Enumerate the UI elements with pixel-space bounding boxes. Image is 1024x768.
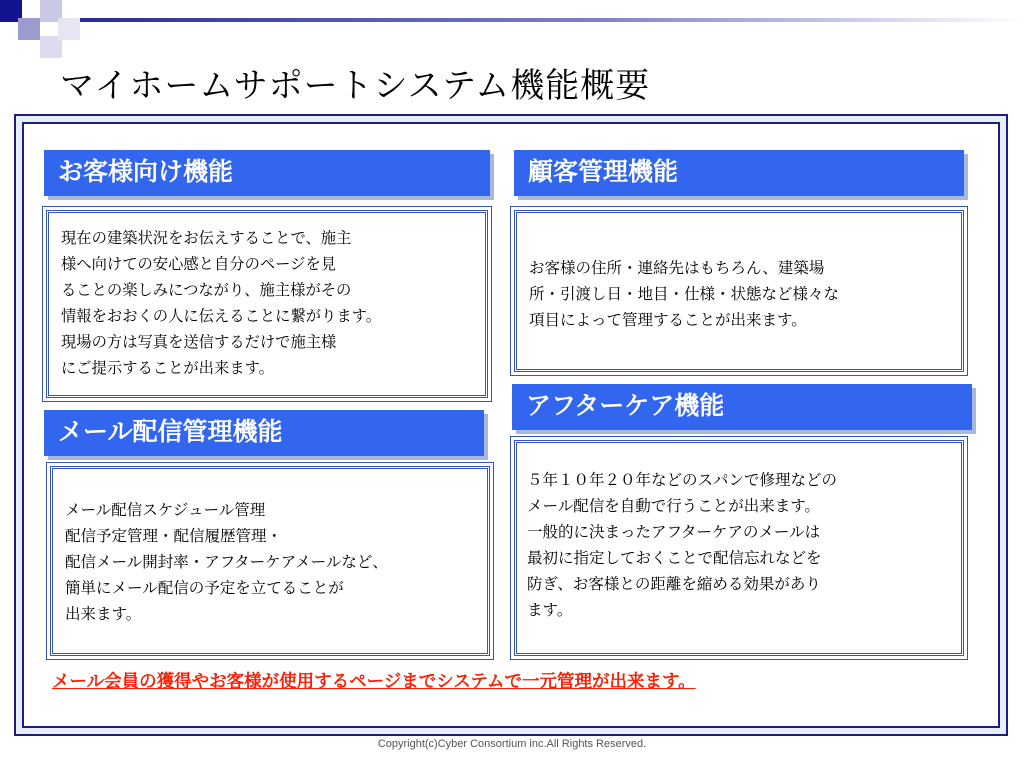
header-rule xyxy=(80,18,1024,22)
customer-features-heading: お客様向け機能 xyxy=(44,150,490,196)
decor-square xyxy=(58,18,80,40)
customer-management-text: お客様の住所・連絡先はもちろん、建築場 所・引渡し日・地目・仕様・状態など様々な 項目によって管理することが出来ます。 xyxy=(514,210,964,372)
slide-title: マイホームサポートシステム機能概要 xyxy=(60,66,651,106)
summary-note: メール会員の獲得やお客様が使用するページまでシステムで一元管理が出来ます。 xyxy=(52,672,696,692)
customer-features-text: 現在の建築状況をお伝えすることで、施主 様へ向けての安心感と自分のページを見 ることの楽しみにつながり、施主様がその 情報をおおくの人に伝えることに繋がります。 現場の方は写真を送信するだけで施主様 にご提示することが出来ます。 xyxy=(46,210,488,398)
aftercare-heading: アフターケア機能 xyxy=(512,384,972,430)
mail-management-text: メール配信スケジュール管理 配信予定管理・配信履歴管理・ 配信メール開封率・アフターケアメールなど、 簡単にメール配信の予定を立てることが 出来ます。 xyxy=(50,466,490,656)
customer-management-heading: 顧客管理機能 xyxy=(514,150,964,196)
copyright-text: Copyright(c)Cyber Consortium inc.All Rights Reserved. xyxy=(377,738,647,750)
decor-square xyxy=(18,18,40,40)
mail-management-heading: メール配信管理機能 xyxy=(44,410,484,456)
aftercare-text: ５年１０年２０年などのスパンで修理などの メール配信を自動で行うことが出来ます。 一般的に決まったアフターケアのメールは 最初に指定しておくことで配信忘れなどを 防ぎ、お客様との距離を縮める効果があり ます。 xyxy=(514,440,964,656)
